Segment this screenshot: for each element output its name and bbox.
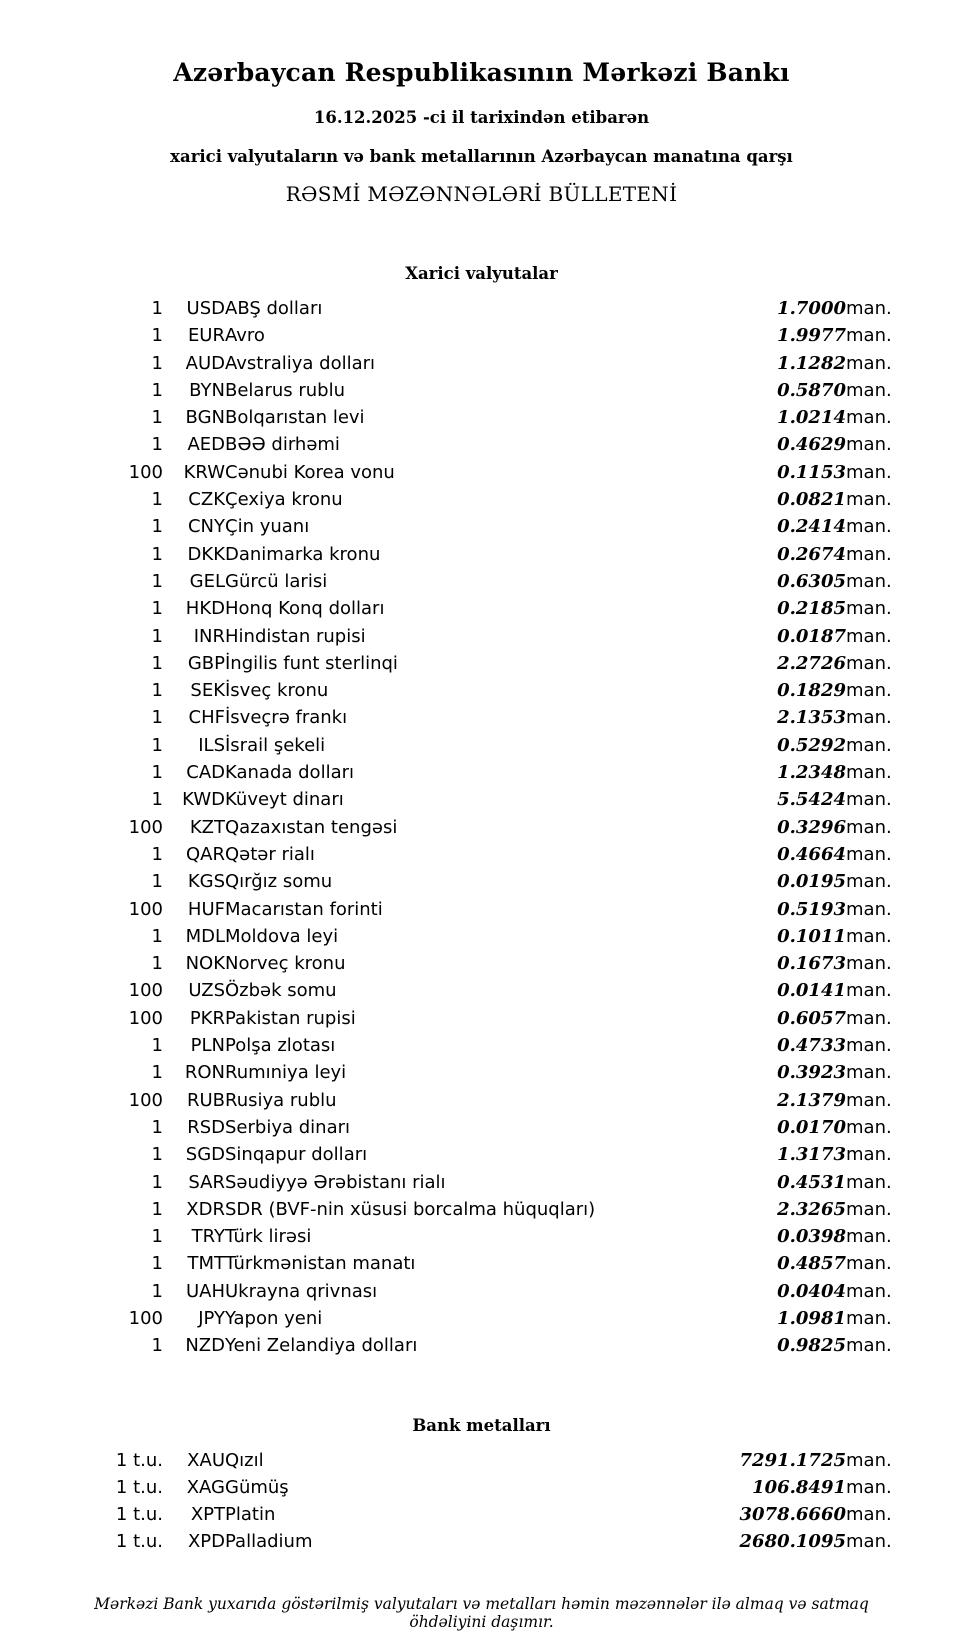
row-quantity: 1 [151,680,163,702]
table-row [45,377,918,404]
row-quantity: 1 [151,1198,163,1220]
table-row [45,1087,918,1114]
row-code: GBP [187,652,225,674]
row-rate: 0.0398 [777,1226,846,1248]
row-rate: 0.4857 [777,1253,846,1275]
row-name: Danimarka kronu [225,543,381,565]
row-code: BYN [189,379,225,401]
row-code: XAG [186,1476,225,1498]
row-code: HKD [185,598,225,620]
row-name: Rusiya rublu [225,1089,337,1111]
row-rate: 0.0821 [777,489,846,511]
row-name: Serbiya dinarı [225,1116,350,1138]
row-unit: man. [846,1089,892,1111]
row-code: NZD [185,1335,225,1357]
row-rate: 0.4733 [777,1035,846,1057]
row-unit: man. [846,379,892,401]
row-rate: 0.4664 [777,843,846,865]
row-code: CHF [188,707,225,729]
row-unit: man. [846,1062,892,1084]
row-rate: 0.0141 [777,980,846,1002]
row-name: Platin [225,1503,276,1525]
row-unit: man. [846,707,892,729]
row-rate: 2680.1095 [739,1530,846,1552]
row-unit: man. [846,898,892,920]
row-rate: 0.2674 [777,543,846,565]
row-quantity: 1 [151,1171,163,1193]
row-name: Türkmənistan manatı [225,1253,416,1275]
row-rate: 2.1379 [777,1089,846,1111]
row-quantity: 1 [151,352,163,374]
effective-date-line: 16.12.2025 -ci il tarixindən etibarən [313,108,650,127]
row-code: TMT [187,1253,225,1275]
row-name: İngilis funt sterlinqi [225,652,398,674]
row-quantity: 1 t.u. [115,1476,163,1498]
row-rate: 0.5870 [777,379,846,401]
table-row [45,1196,918,1223]
row-unit: man. [846,407,892,429]
row-quantity: 1 [151,1280,163,1302]
table-row [45,623,918,650]
row-rate: 0.3923 [777,1062,846,1084]
row-unit: man. [846,980,892,1002]
row-rate: 1.0214 [777,407,846,429]
row-quantity: 1 [151,543,163,565]
row-rate: 0.6305 [777,570,846,592]
row-quantity: 1 [151,953,163,975]
currencies-table [45,295,918,1360]
table-row [45,568,918,595]
row-unit: man. [846,298,892,319]
row-rate: 0.2185 [777,598,846,620]
table-row [45,513,918,540]
row-rate: 0.1829 [777,680,846,702]
row-name: Polşa zlotası [225,1035,336,1057]
row-rate: 106.8491 [752,1476,846,1498]
row-code: PLN [190,1035,225,1057]
row-unit: man. [846,570,892,592]
row-unit: man. [846,1253,892,1275]
row-code: JPY [198,1307,225,1329]
row-unit: man. [846,1335,892,1357]
table-row [45,1528,918,1555]
row-quantity: 1 [151,1116,163,1138]
row-name: Sinqapur dolları [225,1144,368,1166]
row-rate: 1.2348 [777,762,846,784]
row-quantity: 1 [151,1226,163,1248]
table-row [45,841,918,868]
row-name: Macarıstan forinti [225,898,383,920]
table-row [45,1032,918,1059]
row-code: AED [187,434,225,456]
table-row [45,1223,918,1250]
table-row [45,541,918,568]
row-unit: man. [846,352,892,374]
row-quantity: 1 t.u. [115,1449,163,1471]
row-code: UAH [185,1280,225,1302]
table-row [45,977,918,1004]
row-name: Belarus rublu [225,379,346,401]
row-code: KGS [187,871,225,893]
row-quantity: 100 [128,1307,163,1329]
row-unit: man. [846,1144,892,1166]
row-code: CAD [186,762,225,784]
row-rate: 0.0170 [777,1116,846,1138]
row-code: TRY [191,1226,225,1248]
table-row [45,704,918,731]
row-name: Çin yuanı [225,516,310,538]
row-rate: 0.1673 [777,953,846,975]
row-name: Qətər rialı [225,843,315,865]
row-rate: 1.1282 [777,352,846,374]
table-row [45,1141,918,1168]
row-quantity: 100 [128,898,163,920]
table-row [45,868,918,895]
row-quantity: 1 t.u. [115,1503,163,1525]
row-quantity: 1 [151,407,163,429]
row-rate: 2.3265 [777,1198,846,1220]
table-row [45,1005,918,1032]
row-quantity: 1 [151,1335,163,1357]
row-unit: man. [846,816,892,838]
row-name: Moldova leyi [225,925,339,947]
bank-title: Azərbaycan Respublikasının Mərkəzi Bankı [173,58,790,87]
row-name: Avstraliya dolları [225,352,376,374]
row-name: Pakistan rupisi [225,1007,356,1029]
row-rate: 3078.6660 [739,1503,846,1525]
table-row [45,814,918,841]
row-unit: man. [846,734,892,756]
table-row [45,295,918,322]
row-quantity: 1 [151,1144,163,1166]
row-rate: 0.9825 [777,1335,846,1357]
row-code: INR [193,625,225,647]
table-row [45,1501,918,1528]
row-unit: man. [846,1530,892,1552]
row-code: SGD [185,1144,225,1166]
row-name: Honq Konq dolları [225,598,385,620]
row-quantity: 1 [151,1062,163,1084]
row-quantity: 1 [151,762,163,784]
row-unit: man. [846,680,892,702]
table-row [45,1305,918,1332]
row-code: MDL [185,925,225,947]
row-quantity: 1 [151,734,163,756]
row-quantity: 1 [151,298,163,319]
row-name: Türk lirəsi [225,1226,312,1248]
table-row [45,759,918,786]
bulletin-title: RƏSMİ MƏZƏNNƏLƏRİ BÜLLETENİ [285,182,678,206]
row-code: DKK [187,543,225,565]
row-name: Qazaxıstan tengəsi [225,816,398,838]
table-row [45,459,918,486]
row-unit: man. [846,461,892,483]
table-row [45,786,918,813]
row-code: NOK [185,953,225,975]
subject-line: xarici valyutaların və bank metallarının Azərbaycan manatına qarşı [170,147,793,166]
table-row [45,404,918,431]
row-rate: 0.0187 [777,625,846,647]
row-code: GEL [189,570,225,592]
row-name: Kanada dolları [225,762,355,784]
row-name: Norveç kronu [225,953,346,975]
row-unit: man. [846,1226,892,1248]
row-code: HUF [187,898,225,920]
row-unit: man. [846,1116,892,1138]
table-row [45,431,918,458]
row-code: RON [184,1062,225,1084]
row-unit: man. [846,489,892,511]
row-rate: 1.0981 [777,1307,846,1329]
row-code: UZS [188,980,225,1002]
row-quantity: 1 [151,871,163,893]
row-quantity: 1 [151,516,163,538]
row-quantity: 1 [151,707,163,729]
footnote: Mərkəzi Bank yuxarıda göstərilmiş valyutaları və metalları həmin məzənnələr ilə almaq və satmaq öhdəliyini daşımır. [94,1594,869,1631]
row-rate: 7291.1725 [739,1449,846,1471]
row-code: EUR [187,325,225,347]
row-unit: man. [846,434,892,456]
row-unit: man. [846,789,892,811]
row-quantity: 1 [151,434,163,456]
currencies-table-body [45,295,918,1360]
row-name: Yapon yeni [225,1307,323,1329]
row-rate: 2.1353 [777,707,846,729]
row-quantity: 1 [151,789,163,811]
row-quantity: 1 [151,1035,163,1057]
row-name: Ukrayna qrivnası [225,1280,378,1302]
table-row [45,1114,918,1141]
row-quantity: 1 [151,325,163,347]
row-quantity: 1 [151,598,163,620]
row-unit: man. [846,1035,892,1057]
row-rate: 1.7000 [777,298,846,319]
row-name: Özbək somu [225,980,337,1002]
row-unit: man. [846,762,892,784]
row-unit: man. [846,325,892,347]
row-code: KWD [182,789,225,811]
section-title-metals: Bank metalları [412,1415,551,1435]
row-code: CZK [188,489,225,511]
row-unit: man. [846,1476,892,1498]
row-code: KRW [183,461,225,483]
table-row [45,650,918,677]
row-code: BGN [185,407,225,429]
table-row [45,322,918,349]
row-unit: man. [846,598,892,620]
row-code: SAR [188,1171,225,1193]
table-row [45,486,918,513]
row-name: Avro [225,325,265,347]
row-code: KZT [189,816,225,838]
row-unit: man. [846,871,892,893]
row-quantity: 100 [128,816,163,838]
row-name: Gürcü larisi [225,570,328,592]
row-rate: 0.6057 [777,1007,846,1029]
row-name: SDR (BVF-nin xüsusi borcalma hüquqları) [225,1198,596,1220]
row-quantity: 100 [128,1089,163,1111]
row-rate: 5.5424 [777,789,846,811]
table-row [45,1332,918,1359]
row-unit: man. [846,925,892,947]
row-name: Çexiya kronu [225,489,343,511]
row-rate: 0.4629 [777,434,846,456]
table-row [45,923,918,950]
table-row [45,1250,918,1277]
row-code: XDR [186,1198,225,1220]
row-rate: 0.4531 [777,1171,846,1193]
table-row [45,1447,918,1474]
table-row [45,1059,918,1086]
row-quantity: 1 [151,489,163,511]
row-name: Palladium [225,1530,313,1552]
row-code: XPD [187,1530,225,1552]
row-quantity: 1 t.u. [115,1530,163,1552]
row-code: RUB [186,1089,225,1111]
section-title-currencies: Xarici valyutalar [405,264,558,283]
metals-table-body [45,1447,918,1555]
row-rate: 0.0404 [777,1280,846,1302]
table-row [45,677,918,704]
row-name: Rumıniya leyi [225,1062,347,1084]
row-name: Qızıl [225,1449,264,1471]
row-quantity: 100 [128,980,163,1002]
row-name: Səudiyyə Ərəbistanı rialı [225,1171,446,1193]
row-rate: 0.1011 [777,925,846,947]
row-quantity: 1 [151,843,163,865]
row-name: Cənubi Korea vonu [225,461,395,483]
row-rate: 0.0195 [777,871,846,893]
row-name: Yeni Zelandiya dolları [225,1335,418,1357]
row-quantity: 1 [151,652,163,674]
row-rate: 0.1153 [777,461,846,483]
row-rate: 0.3296 [777,816,846,838]
table-row [45,1278,918,1305]
row-unit: man. [846,1171,892,1193]
row-unit: man. [846,953,892,975]
row-code: QAR [186,843,225,865]
row-name: Gümüş [225,1476,289,1498]
row-name: Hindistan rupisi [225,625,366,647]
table-row [45,595,918,622]
row-rate: 0.5193 [777,898,846,920]
row-unit: man. [846,652,892,674]
row-unit: man. [846,543,892,565]
row-rate: 0.5292 [777,734,846,756]
row-quantity: 1 [151,379,163,401]
row-code: AUD [185,352,225,374]
table-row [45,1169,918,1196]
row-name: BƏƏ dirhəmi [225,434,340,456]
row-code: XAU [187,1449,225,1471]
row-quantity: 1 [151,625,163,647]
row-code: SEK [190,680,225,702]
row-quantity: 1 [151,925,163,947]
row-unit: man. [846,1280,892,1302]
metals-table [45,1447,918,1555]
row-quantity: 1 [151,570,163,592]
row-rate: 1.9977 [777,325,846,347]
table-row [45,350,918,377]
row-name: ABŞ dolları [225,298,323,319]
row-quantity: 100 [128,461,163,483]
row-rate: 2.2726 [777,652,846,674]
row-quantity: 100 [128,1007,163,1029]
row-unit: man. [846,516,892,538]
row-code: USD [186,298,225,319]
table-row [45,896,918,923]
row-code: CNY [187,516,225,538]
table-row [45,1474,918,1501]
row-code: RSD [187,1116,225,1138]
row-unit: man. [846,1449,892,1471]
table-row [45,732,918,759]
row-unit: man. [846,625,892,647]
document-header [45,58,918,206]
row-name: İsveç kronu [225,680,329,702]
row-name: İsrail şekeli [225,734,326,756]
row-rate: 0.2414 [777,516,846,538]
row-unit: man. [846,1198,892,1220]
row-unit: man. [846,1503,892,1525]
row-unit: man. [846,1007,892,1029]
table-row [45,950,918,977]
row-name: Küveyt dinarı [225,789,344,811]
row-code: ILS [198,734,225,756]
row-unit: man. [846,843,892,865]
row-name: İsveçrə frankı [225,707,348,729]
row-code: XPT [190,1503,225,1525]
row-unit: man. [846,1307,892,1329]
row-rate: 1.3173 [777,1144,846,1166]
row-name: Qırğız somu [225,871,333,893]
row-quantity: 1 [151,1253,163,1275]
row-name: Bolqarıstan levi [225,407,365,429]
row-code: PKR [189,1007,225,1029]
